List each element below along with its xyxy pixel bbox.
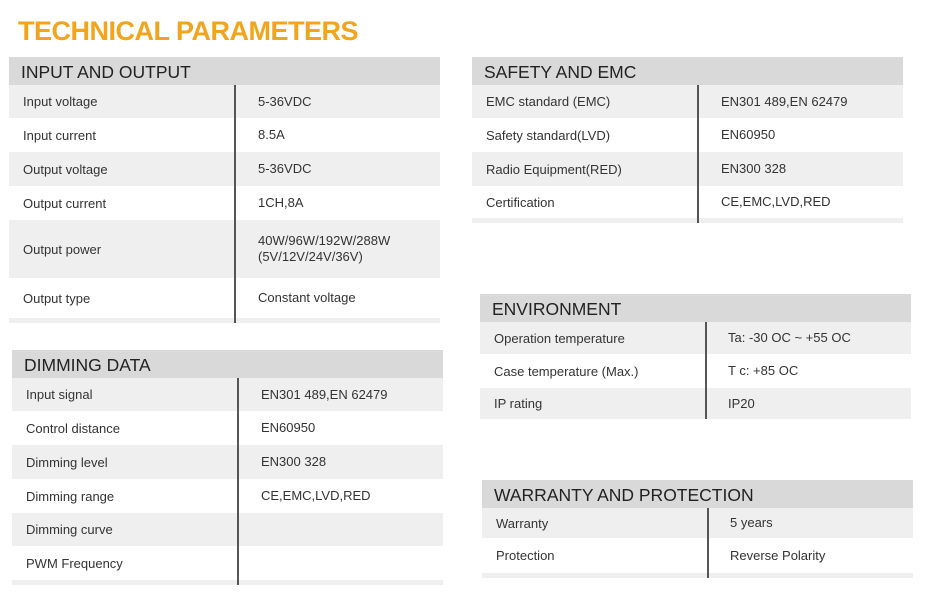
parameter-label: Input voltage bbox=[23, 94, 98, 109]
table-row bbox=[472, 85, 903, 118]
column-divider bbox=[237, 378, 239, 585]
parameter-table bbox=[472, 85, 903, 223]
parameter-value: IP20 bbox=[728, 395, 755, 411]
table-row bbox=[9, 186, 440, 220]
parameter-value: 5 years bbox=[730, 515, 773, 530]
table-row bbox=[12, 411, 443, 445]
table-row bbox=[472, 186, 903, 218]
parameter-label: Input signal bbox=[26, 387, 93, 402]
parameter-label: Control distance bbox=[26, 420, 120, 436]
table-row bbox=[12, 445, 443, 479]
parameter-label: Certification bbox=[486, 194, 555, 210]
table-row bbox=[12, 378, 443, 411]
parameter-value-line: 40W/96W/192W/288W bbox=[258, 233, 391, 248]
table-row bbox=[472, 152, 903, 186]
parameter-value: EN300 328 bbox=[721, 161, 787, 176]
table-row bbox=[480, 354, 911, 388]
parameter-value: 5-36VDC bbox=[258, 93, 312, 109]
column-divider bbox=[707, 508, 709, 578]
parameter-label: Dimming range bbox=[26, 488, 115, 504]
parameter-value: EN301 489,EN 62479 bbox=[721, 93, 848, 109]
parameter-label: IP rating bbox=[494, 396, 543, 411]
table-row bbox=[482, 538, 913, 573]
table-row bbox=[9, 152, 440, 186]
parameter-value: Constant voltage bbox=[258, 290, 356, 305]
parameter-table bbox=[480, 322, 911, 419]
table-row bbox=[9, 278, 440, 318]
table-row bbox=[480, 388, 911, 419]
parameter-label: Output power bbox=[23, 241, 102, 257]
parameter-value: CE,EMC,LVD,RED bbox=[721, 194, 831, 209]
column-divider bbox=[234, 85, 236, 323]
parameter-label: Input current bbox=[23, 127, 96, 143]
table-footer bbox=[472, 218, 903, 223]
table-row bbox=[9, 85, 440, 118]
table-row bbox=[9, 220, 440, 278]
parameter-value bbox=[236, 233, 390, 265]
table-footer bbox=[9, 318, 440, 323]
parameter-label: Radio Equipment(RED) bbox=[486, 161, 622, 177]
parameter-value: 8.5A bbox=[258, 127, 285, 142]
section-heading: DIMMING DATA bbox=[12, 350, 443, 378]
parameter-value: EN300 328 bbox=[261, 454, 327, 469]
parameter-value: Reverse Polarity bbox=[730, 547, 826, 563]
column-divider bbox=[697, 85, 699, 223]
parameter-value: 1CH,8A bbox=[258, 195, 304, 210]
table-footer bbox=[12, 580, 443, 585]
table-row bbox=[480, 322, 911, 354]
page-title: TECHNICAL PARAMETERS bbox=[18, 16, 359, 46]
parameter-label: Dimming curve bbox=[26, 522, 113, 537]
parameter-label: PWM Frequency bbox=[26, 555, 123, 571]
table-row bbox=[482, 508, 913, 538]
parameter-value: EN60950 bbox=[261, 420, 316, 435]
parameter-label: Output type bbox=[23, 290, 91, 306]
parameter-value: CE,EMC,LVD,RED bbox=[261, 488, 371, 503]
parameter-value: Ta: -30 OC ~ +55 OC bbox=[728, 330, 851, 345]
parameter-value-line: (5V/12V/24V/36V) bbox=[258, 249, 363, 264]
parameter-label: Operation temperature bbox=[494, 330, 625, 346]
parameter-table bbox=[482, 508, 913, 578]
parameter-label: EMC standard (EMC) bbox=[486, 94, 611, 109]
parameter-label: Safety standard(LVD) bbox=[486, 127, 611, 143]
section-heading: SAFETY AND EMC bbox=[472, 57, 903, 85]
parameter-label: Case temperature (Max.) bbox=[494, 363, 639, 379]
parameter-table bbox=[9, 85, 440, 323]
parameter-label: Output current bbox=[23, 195, 107, 211]
table-row bbox=[472, 118, 903, 152]
table-row bbox=[12, 513, 443, 546]
column-divider bbox=[705, 322, 707, 419]
environment-section bbox=[480, 294, 911, 419]
section-heading: ENVIRONMENT bbox=[480, 294, 911, 322]
safety-emc-section bbox=[472, 57, 903, 223]
warranty-protection-section bbox=[482, 480, 913, 578]
table-footer bbox=[482, 573, 913, 578]
section-heading: WARRANTY AND PROTECTION bbox=[482, 480, 913, 508]
section-heading: INPUT AND OUTPUT bbox=[9, 57, 440, 85]
table-row bbox=[9, 118, 440, 152]
parameter-value: EN60950 bbox=[721, 127, 776, 142]
dimming-data-section bbox=[12, 350, 443, 585]
parameter-label: Output voltage bbox=[23, 161, 108, 177]
parameter-label: Protection bbox=[496, 548, 555, 563]
table-row bbox=[12, 479, 443, 513]
parameter-table bbox=[12, 378, 443, 585]
table-row bbox=[12, 546, 443, 580]
parameter-label: Warranty bbox=[496, 515, 549, 531]
parameter-label: Dimming level bbox=[26, 454, 108, 470]
parameter-value: 5-36VDC bbox=[258, 161, 312, 176]
input-output-section bbox=[9, 57, 440, 323]
parameter-value: T c: +85 OC bbox=[728, 363, 799, 378]
parameter-value: EN301 489,EN 62479 bbox=[261, 386, 388, 402]
